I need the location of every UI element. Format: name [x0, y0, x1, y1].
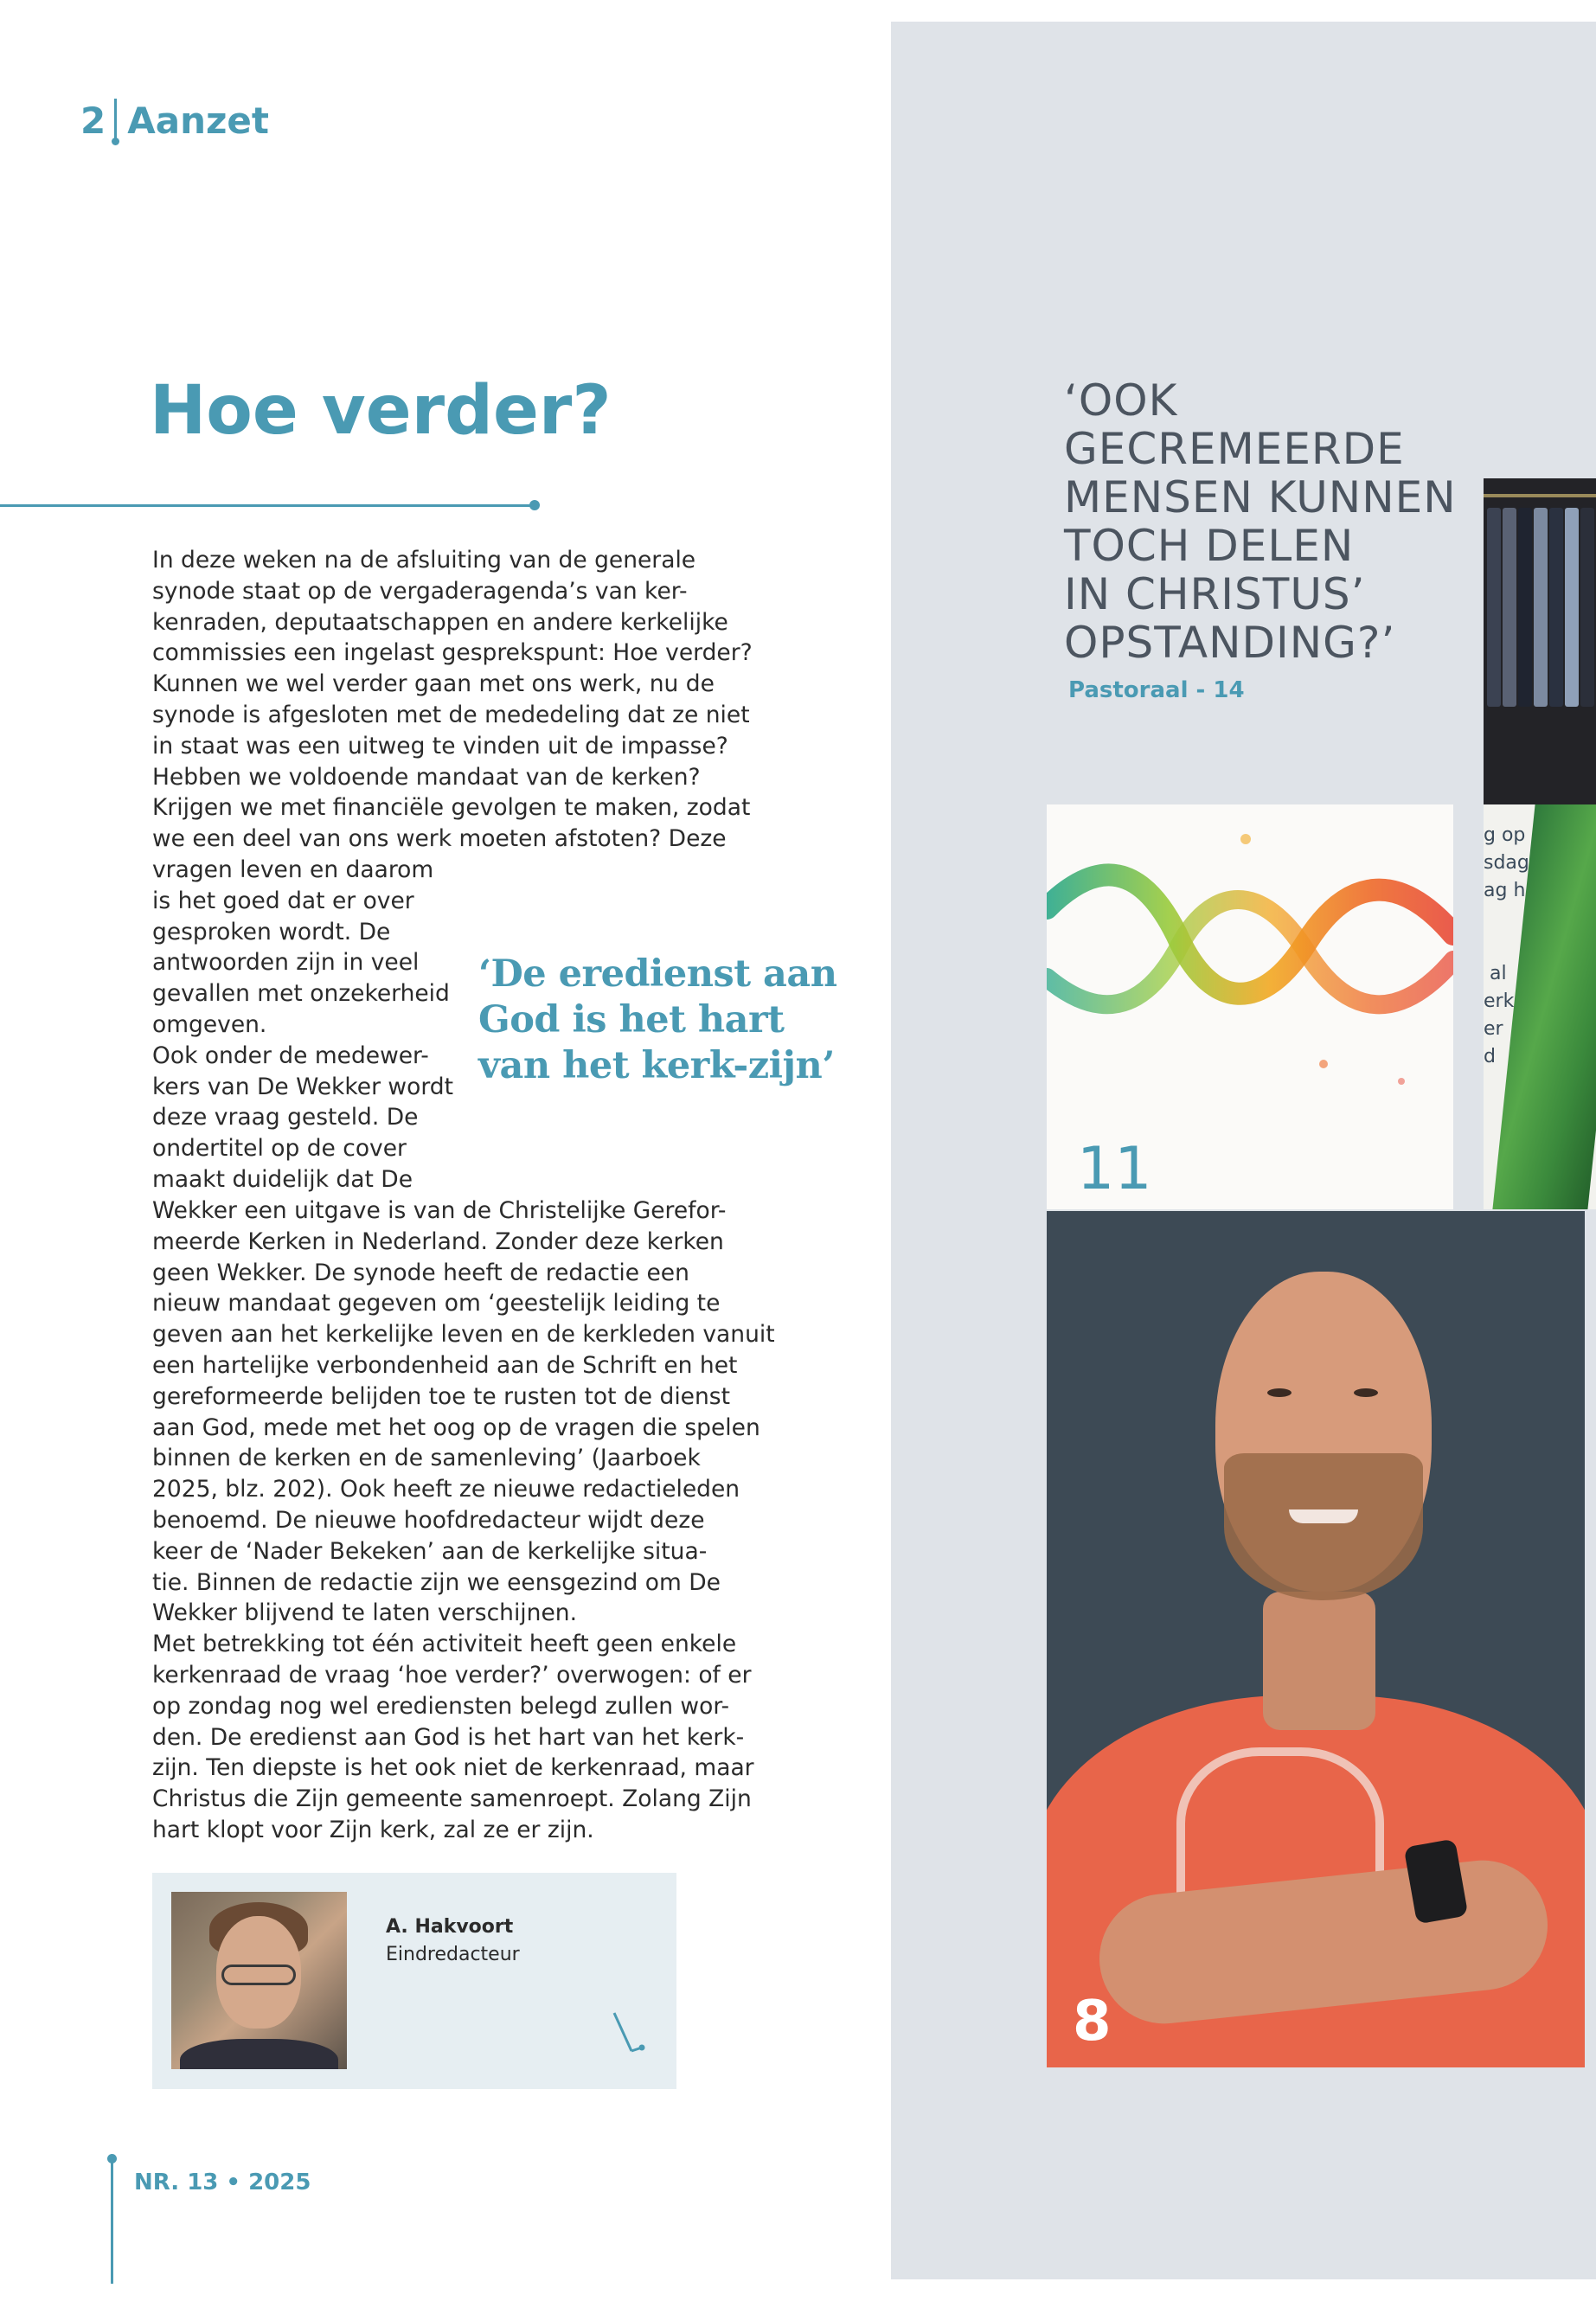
end-mark-icon — [611, 2009, 645, 2061]
body-text-conclusion: Wekker een uitgave is van de Christelijke Gerefor- meerde Kerken in Nederland. Zonder deze kerken geen Wekker. De synode heeft de redactie een nieuw mandaat gegeven om ‘geestelijk leiding te geven aan het kerkelijke leven en de kerkleden vanuit een hartelijke verbondenheid aan de Schrift en het gereformeerde belijden toe te rusten tot de dienst aan God, mede met het oog op de vragen die spelen binnen de kerken en de samenleving’ (Jaarboek 2025, blz. 202). Ook heeft ze nieuwe redactieleden benoemd. De nieuwe hoofdredacteur wijdt deze keer de ‘Nader Bekeken’ aan de kerkelijke situa- tie. Binnen de redactie zijn we eensgezind om De Wekker blijvend te laten verschijnen. Met betrekking tot één activiteit heeft geen enkele kerkenraad de vraag ‘hoe verder?’ overwogen: of er op zondag nog wel erediensten belegd zullen wor- den. De eredienst aan God is het hart van het kerk- zijn. Ten diepste is het ook niet de kerkenraad, maar Christus die Zijn gemeente samenroept. Zolang Zijn hart klopt voor Zijn kerk, zal ze er zijn. — [152, 1197, 775, 1843]
author-role: Eindredacteur — [386, 1944, 520, 1965]
page-number: 2 — [80, 99, 106, 142]
article-title: Hoe verder? — [150, 372, 612, 450]
title-rule-dot — [529, 500, 540, 510]
portrait-image[interactable] — [1047, 1211, 1585, 2067]
body-text-narrow: vragen leven en daarom is het goed dat er over gesproken wordt. De antwoorden zijn in veel gevallen met onzekerheid omgeven. Ook onder de medewer- kers van De Wekker wordt deze vraag gesteld. De ondertitel op de cover maakt duidelijk dat De — [152, 856, 453, 1193]
pull-quote: ‘De eredienst aan God is het hart van het kerk-zijn’ — [478, 952, 837, 1087]
section-name: Aanzet — [127, 99, 269, 142]
dna-page-number: 11 — [1077, 1135, 1152, 1203]
teaser-quote: ‘OOK GECREMEERDE MENSEN KUNNEN TOCH DELEN IN CHRISTUS’ OPSTANDING?’ — [1064, 375, 1457, 668]
section-header — [80, 95, 269, 145]
clothing-rack-image[interactable] — [1484, 478, 1596, 807]
footer-rule — [111, 2158, 113, 2284]
portrait-page-number: 8 — [1073, 1990, 1112, 2054]
green-image-text-fragment: g op sdag ag h al erk er d — [1484, 824, 1529, 1067]
dna-watercolor-image[interactable] — [1047, 804, 1453, 1209]
author-box — [152, 1873, 676, 2089]
body-text-intro: In deze weken na de afsluiting van de generale synode staat op de vergaderagenda’s van ker- kenraden, deputaatschappen en andere kerkelijke commissies een ingelast gesprekspunt: Hoe verder? Kunnen we wel verder gaan met ons werk, nu de synode is afgesloten met de mededeling dat ze niet in staat was een uitweg te vinden uit de impasse? Hebben we voldoende mandaat van de kerken? Krijgen we met financiële gevolgen te maken, zodat we een deel van ons werk moeten afstoten? Deze — [152, 547, 753, 853]
author-photo — [171, 1892, 347, 2069]
header-divider — [114, 99, 117, 142]
title-rule — [0, 504, 534, 507]
teaser-reference-link[interactable]: Pastoraal - 14 — [1068, 677, 1245, 703]
issue-number: NR. 13 • 2025 — [134, 2170, 311, 2195]
green-fabric-image[interactable] — [1484, 804, 1596, 1209]
author-name: A. Hakvoort — [386, 1916, 514, 1938]
